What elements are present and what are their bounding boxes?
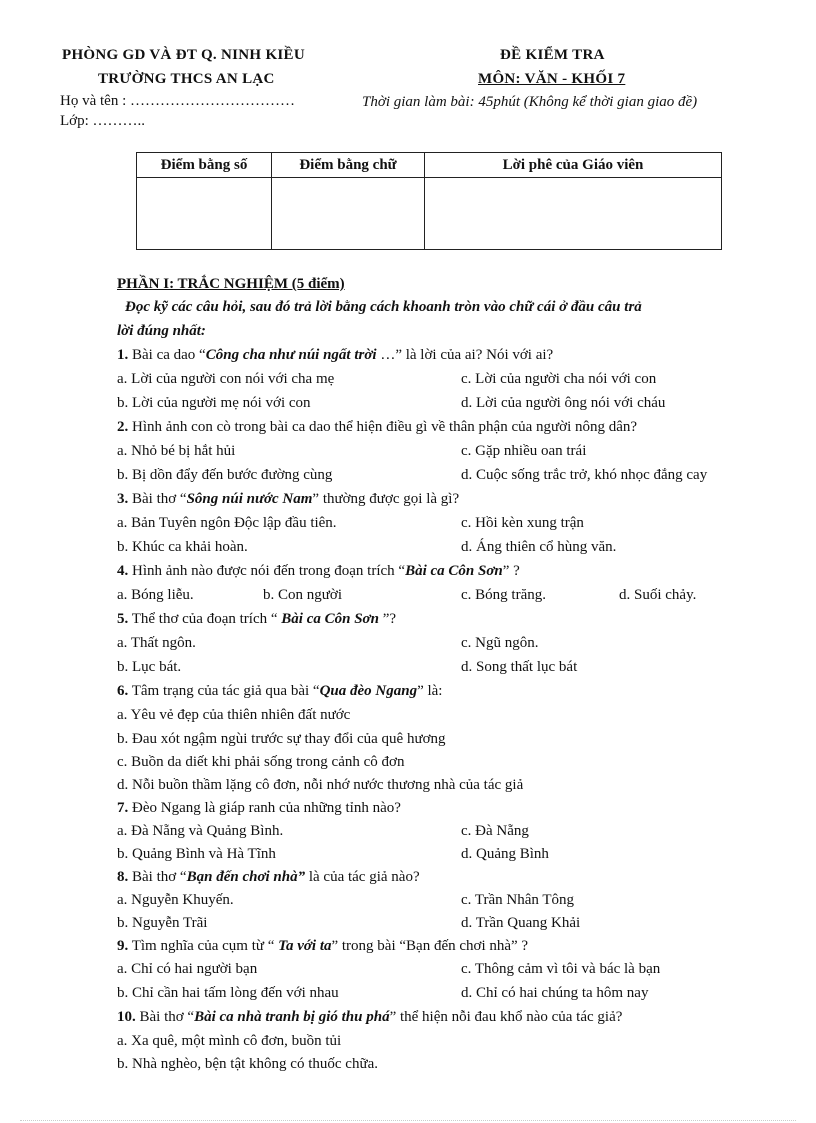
question-3: 3. Bài thơ “Sông núi nước Nam” thường được gọi là gì? (117, 491, 460, 507)
exam-title: ĐỀ KIỂM TRA (500, 47, 605, 63)
q9-option-a[interactable]: a. Chỉ có hai người bạn (117, 961, 258, 977)
q8-option-b[interactable]: b. Nguyễn Trãi (117, 915, 208, 931)
q2-option-b[interactable]: b. Bị dồn đẩy đến bước đường cùng (117, 467, 333, 483)
q7-option-c[interactable]: c. Đà Nẵng (461, 823, 529, 839)
q9-option-c[interactable]: c. Thông cảm vì tôi và bác là bạn (461, 961, 661, 977)
q1-option-a[interactable]: a. Lời của người con nói với cha mẹ (117, 371, 335, 387)
q7-option-a[interactable]: a. Đà Nẵng và Quảng Bình. (117, 823, 284, 839)
question-1: 1. Bài ca dao “Công cha như núi ngất trời …” là lời của ai? Nói với ai? (117, 347, 554, 363)
question-2: 2. Hình ảnh con cò trong bài ca dao thể hiện điều gì về thân phận của người nông dân? (117, 419, 638, 435)
subject-line: MÔN: VĂN - KHỐI 7 (478, 71, 626, 87)
q2-option-d[interactable]: d. Cuộc sống trắc trở, khó nhọc đắng cay (461, 467, 708, 483)
q8-option-d[interactable]: d. Trần Quang Khải (461, 915, 581, 931)
school-name: TRƯỜNG THCS AN LẠC (98, 71, 275, 87)
q1-option-d[interactable]: d. Lời của người ông nói với cháu (461, 395, 666, 411)
q7-option-b[interactable]: b. Quảng Bình và Hà Tĩnh (117, 846, 276, 862)
q6-option-c[interactable]: c. Buồn da diết khi phải sống trong cảnh cô đơn (117, 754, 405, 770)
q8-option-a[interactable]: a. Nguyễn Khuyến. (117, 892, 234, 908)
q3-option-b[interactable]: b. Khúc ca khải hoàn. (117, 539, 248, 555)
teacher-comment-cell (425, 178, 722, 250)
q5-option-b[interactable]: b. Lục bát. (117, 659, 182, 675)
question-9: 9. Tìm nghĩa của cụm từ “ Ta với ta” trong bài “Bạn đến chơi nhà” ? (117, 938, 529, 954)
q1-option-c[interactable]: c. Lời của người cha nói với con (461, 371, 657, 387)
instruction-line-1: Đọc kỹ các câu hỏi, sau đó trả lời bằng cách khoanh tròn vào chữ cái ở đầu câu trả (125, 299, 642, 315)
q8-option-c[interactable]: c. Trần Nhân Tông (461, 892, 575, 908)
question-5: 5. Thể thơ của đoạn trích “ Bài ca Côn Sơn ”? (117, 611, 397, 627)
q5-option-d[interactable]: d. Song thất lục bát (461, 659, 578, 675)
q6-option-d[interactable]: d. Nỗi buồn thầm lặng cô đơn, nỗi nhớ nước thương nhà của tác giả (117, 777, 524, 793)
q4-option-c[interactable]: c. Bóng trăng. (461, 587, 546, 603)
question-8: 8. Bài thơ “Bạn đến chơi nhà” là của tác giả nào? (117, 869, 420, 885)
page-bottom-rule (20, 1120, 796, 1121)
score-words-cell (272, 178, 425, 250)
score-number-cell (137, 178, 272, 250)
class-field: Lớp: ……….. (60, 113, 146, 129)
q2-option-a[interactable]: a. Nhỏ bé bị hắt hủi (117, 443, 236, 459)
time-note: Thời gian làm bài: 45phút (Không kể thời gian giao đề) (362, 94, 698, 110)
q2-option-c[interactable]: c. Gặp nhiều oan trái (461, 443, 587, 459)
q10-option-a[interactable]: a. Xa quê, một mình cô đơn, buồn tủi (117, 1033, 342, 1049)
q9-option-b[interactable]: b. Chỉ cần hai tấm lòng đến với nhau (117, 985, 339, 1001)
department-name: PHÒNG GD VÀ ĐT Q. NINH KIỀU (62, 47, 305, 63)
q10-option-b[interactable]: b. Nhà nghèo, bện tật không có thuốc chữa. (117, 1056, 378, 1072)
q9-option-d[interactable]: d. Chỉ có hai chúng ta hôm nay (461, 985, 649, 1001)
grade-table (136, 152, 722, 250)
q4-option-d[interactable]: d. Suối chảy. (619, 587, 697, 603)
header-score-words: Điểm bằng chữ (272, 153, 425, 178)
header-teacher-comment: Lời phê của Giáo viên (425, 153, 722, 178)
question-10: 10. Bài thơ “Bài ca nhà tranh bị gió thu phá” thể hiện nỗi đau khổ nào của tác giả? (117, 1009, 623, 1025)
instruction-line-2: lời đúng nhất: (117, 323, 206, 339)
q3-option-c[interactable]: c. Hồi kèn xung trận (461, 515, 584, 531)
q7-option-d[interactable]: d. Quảng Bình (461, 846, 549, 862)
q4-option-b[interactable]: b. Con người (263, 587, 342, 603)
section-title: PHẦN I: TRẮC NGHIỆM (5 điểm) (117, 276, 345, 292)
q3-option-d[interactable]: d. Áng thiên cổ hùng văn. (461, 539, 617, 555)
q6-option-b[interactable]: b. Đau xót ngậm ngùi trước sự thay đổi của quê hương (117, 731, 446, 747)
q4-option-a[interactable]: a. Bóng liễu. (117, 587, 194, 603)
question-4: 4. Hình ảnh nào được nói đến trong đoạn trích “Bài ca Côn Sơn” ? (117, 563, 520, 579)
header-score-number: Điểm bằng số (137, 153, 272, 178)
question-6: 6. Tâm trạng của tác giả qua bài “Qua đèo Ngang” là: (117, 683, 443, 699)
q3-option-a[interactable]: a. Bản Tuyên ngôn Độc lập đầu tiên. (117, 515, 337, 531)
q6-option-a[interactable]: a. Yêu vẻ đẹp của thiên nhiên đất nước (117, 707, 351, 723)
q5-option-c[interactable]: c. Ngũ ngôn. (461, 635, 539, 651)
question-7: 7. Đèo Ngang là giáp ranh của những tỉnh nào? (117, 800, 401, 816)
q1-option-b[interactable]: b. Lời của người mẹ nói với con (117, 395, 311, 411)
student-name-field: Họ và tên : …………………………… (60, 93, 295, 109)
q5-option-a[interactable]: a. Thất ngôn. (117, 635, 196, 651)
